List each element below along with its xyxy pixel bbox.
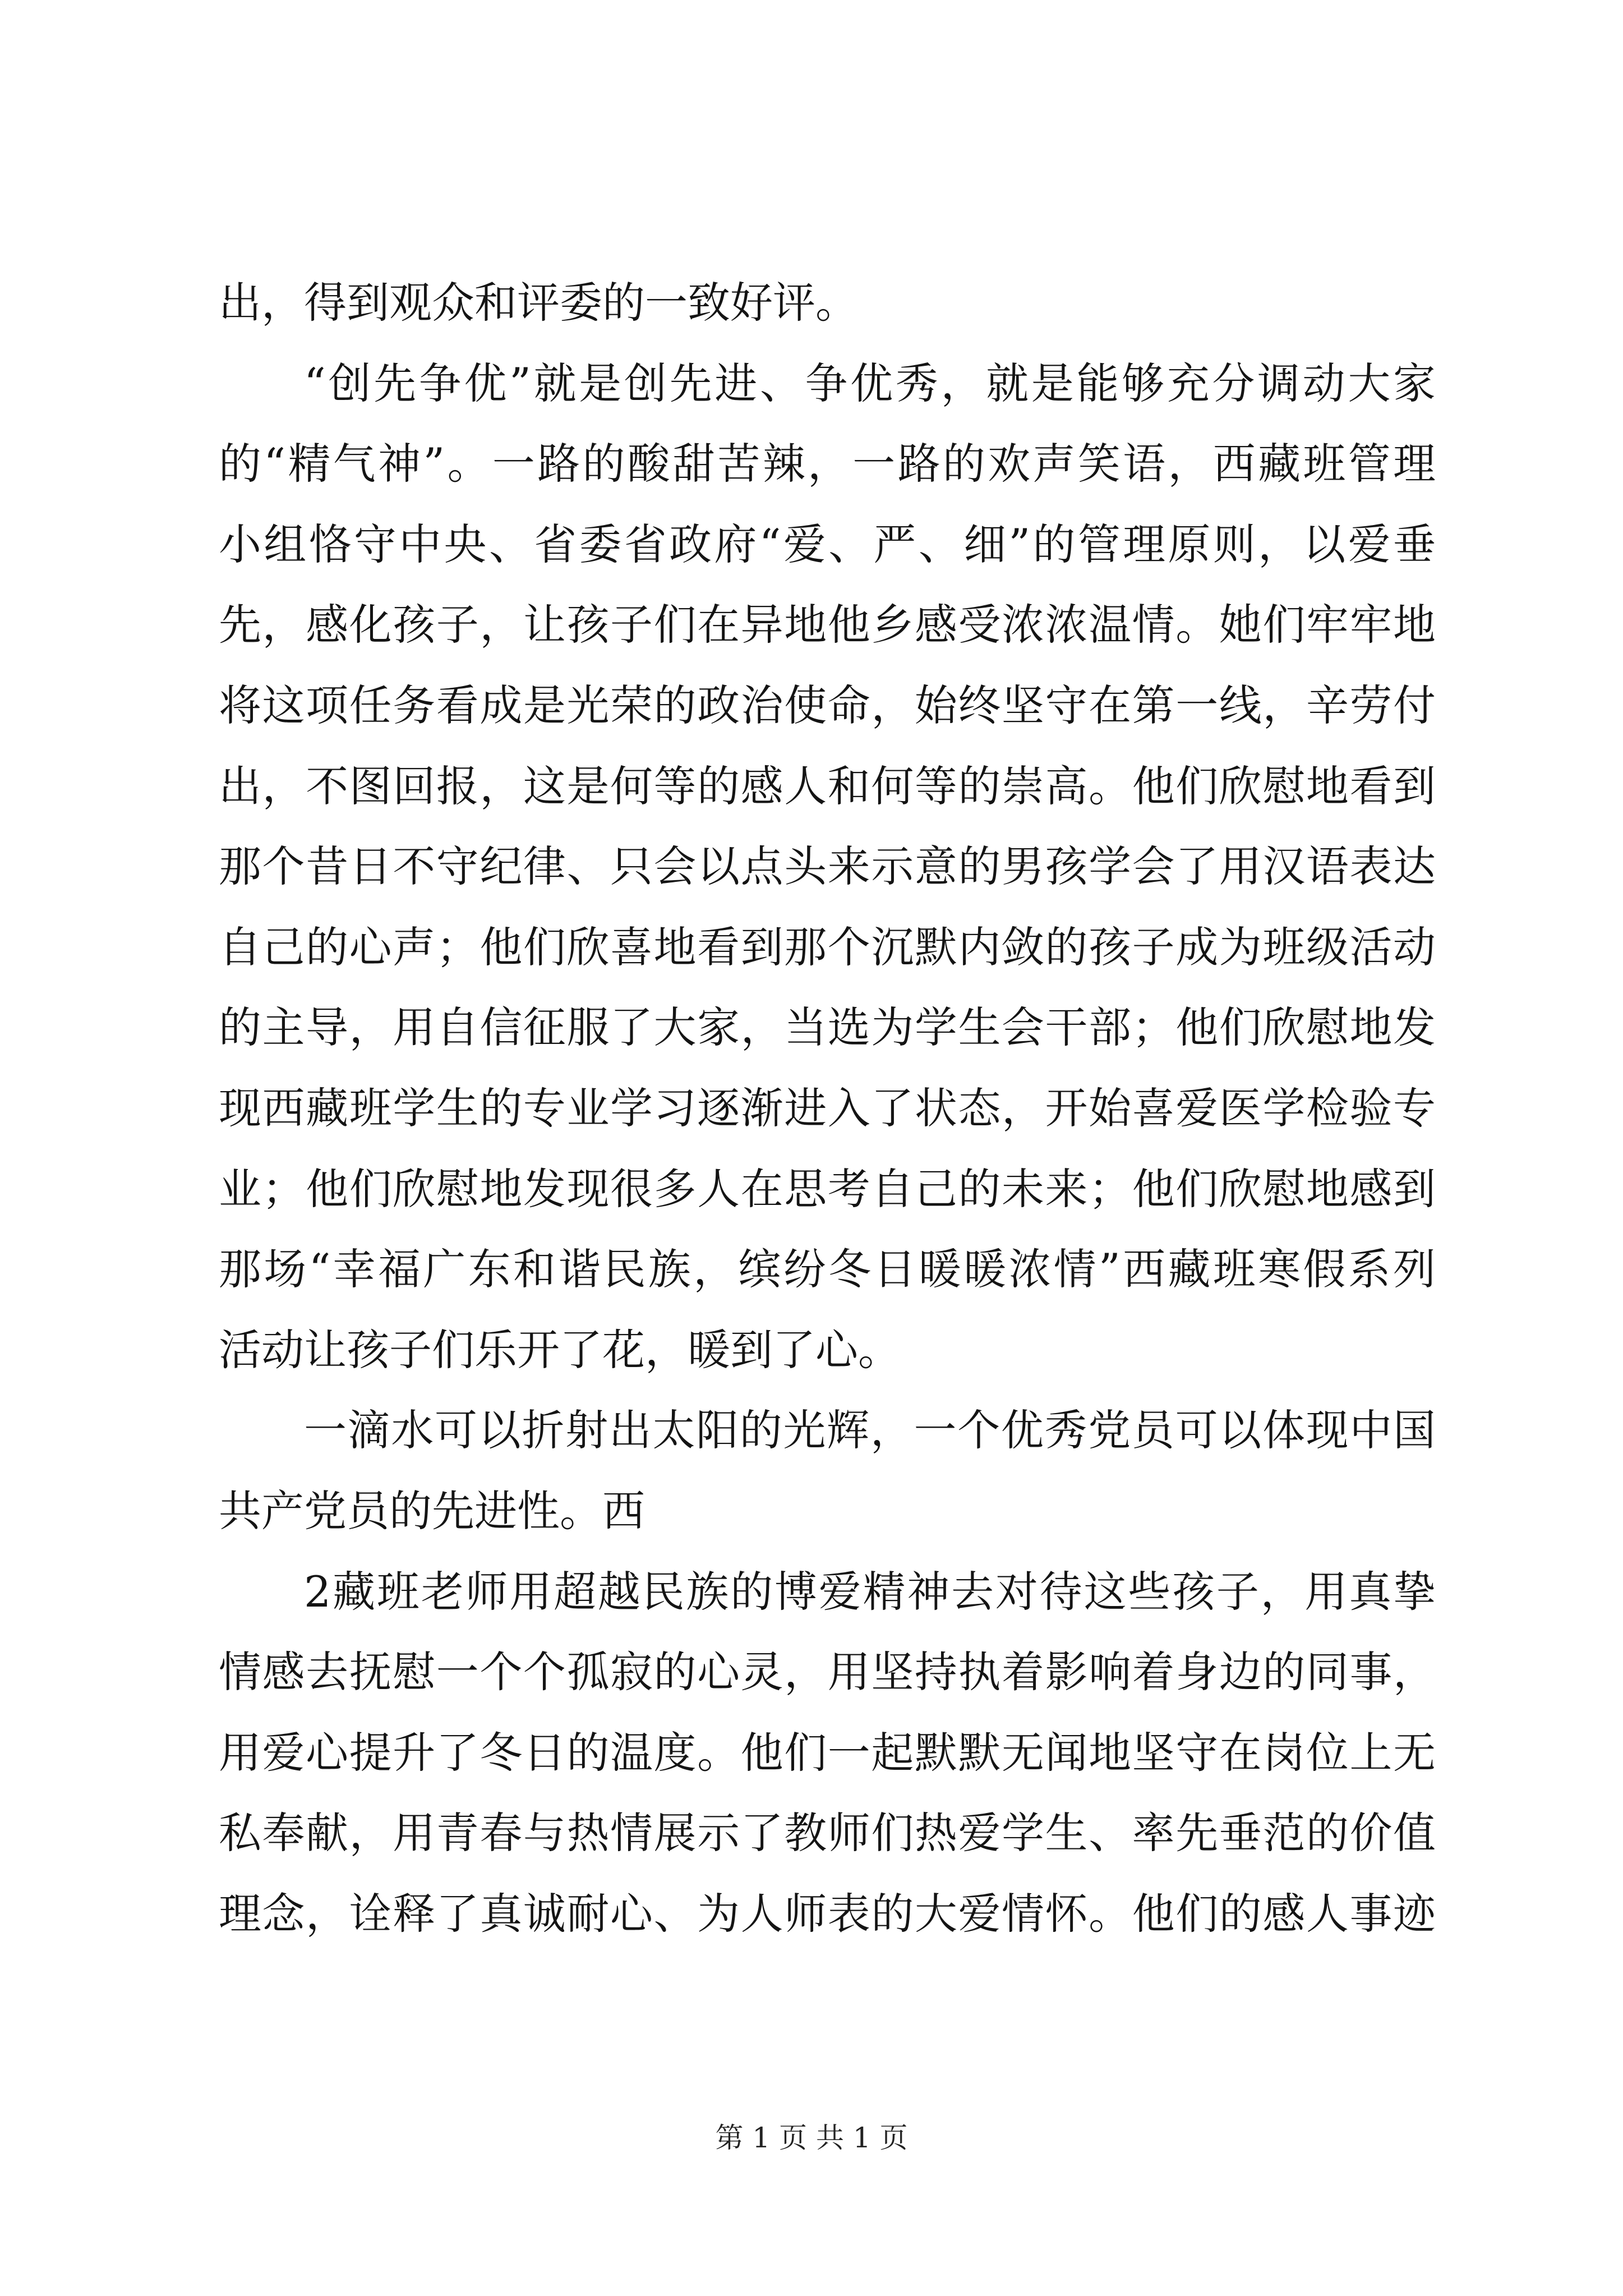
text-line: 那个昔日不守纪律、只会以点头来示意的男孩学会了用汉语表达 xyxy=(219,841,1436,892)
text-line: 情感去抚慰一个个孤寂的心灵，用坚持执着影响着身边的同事， xyxy=(219,1647,1436,1697)
text-line: 私奉献，用青春与热情展示了教师们热爱学生、率先垂范的价值 xyxy=(219,1808,1436,1858)
text-line: 活动让孩子们乐开了花，暖到了心。 xyxy=(219,1324,901,1375)
text-line: 先，感化孩子，让孩子们在异地他乡感受浓浓温情。她们牢牢地 xyxy=(219,600,1436,650)
text-line: 小组恪守中央、省委省政府“爱、严、细”的管理原则，以爱垂 xyxy=(219,519,1436,569)
text-line: 将这项任务看成是光荣的政治使命，始终坚守在第一线，辛劳付 xyxy=(219,680,1436,730)
text-line: 的“精气神”。一路的酸甜苦辣，一路的欢声笑语，西藏班管理 xyxy=(219,439,1436,489)
text-line: 那场“幸福广东和谐民族，缤纷冬日暖暖浓情”西藏班寒假系列 xyxy=(219,1244,1436,1295)
text-line: 现西藏班学生的专业学习逐渐进入了状态，开始喜爱医学检验专 xyxy=(219,1083,1436,1133)
text-line: 理念，诠释了真诚耐心、为人师表的大爱情怀。他们的感人事迹 xyxy=(219,1888,1436,1939)
text-line: 自己的心声；他们欣喜地看到那个沉默内敛的孩子成为班级活动 xyxy=(219,922,1436,972)
page-number-label: 第 1 页 共 1 页 xyxy=(715,2122,908,2154)
text-line: 业；他们欣慰地发现很多人在思考自己的未来；他们欣慰地感到 xyxy=(219,1163,1436,1214)
text-line: 2藏班老师用超越民族的博爱精神去对待这些孩子，用真挚 xyxy=(304,1566,1436,1617)
document-body xyxy=(219,263,1436,1954)
text-line: 用爱心提升了冬日的温度。他们一起默默无闻地坚守在岗位上无 xyxy=(219,1727,1436,1778)
text-line: 一滴水可以折射出太阳的光辉，一个优秀党员可以体现中国 xyxy=(304,1405,1436,1456)
text-line: 出，得到观众和评委的一致好评。 xyxy=(219,278,858,328)
text-line: 的主导，用自信征服了大家，当选为学生会干部；他们欣慰地发 xyxy=(219,1002,1436,1053)
text-line: 共产党员的先进性。西 xyxy=(219,1485,645,1536)
text-line: 出，不图回报，这是何等的感人和何等的崇高。他们欣慰地看到 xyxy=(219,761,1436,811)
page-footer xyxy=(0,2118,1623,2157)
text-line: “创先争优”就是创先进、争优秀，就是能够充分调动大家 xyxy=(304,358,1436,408)
